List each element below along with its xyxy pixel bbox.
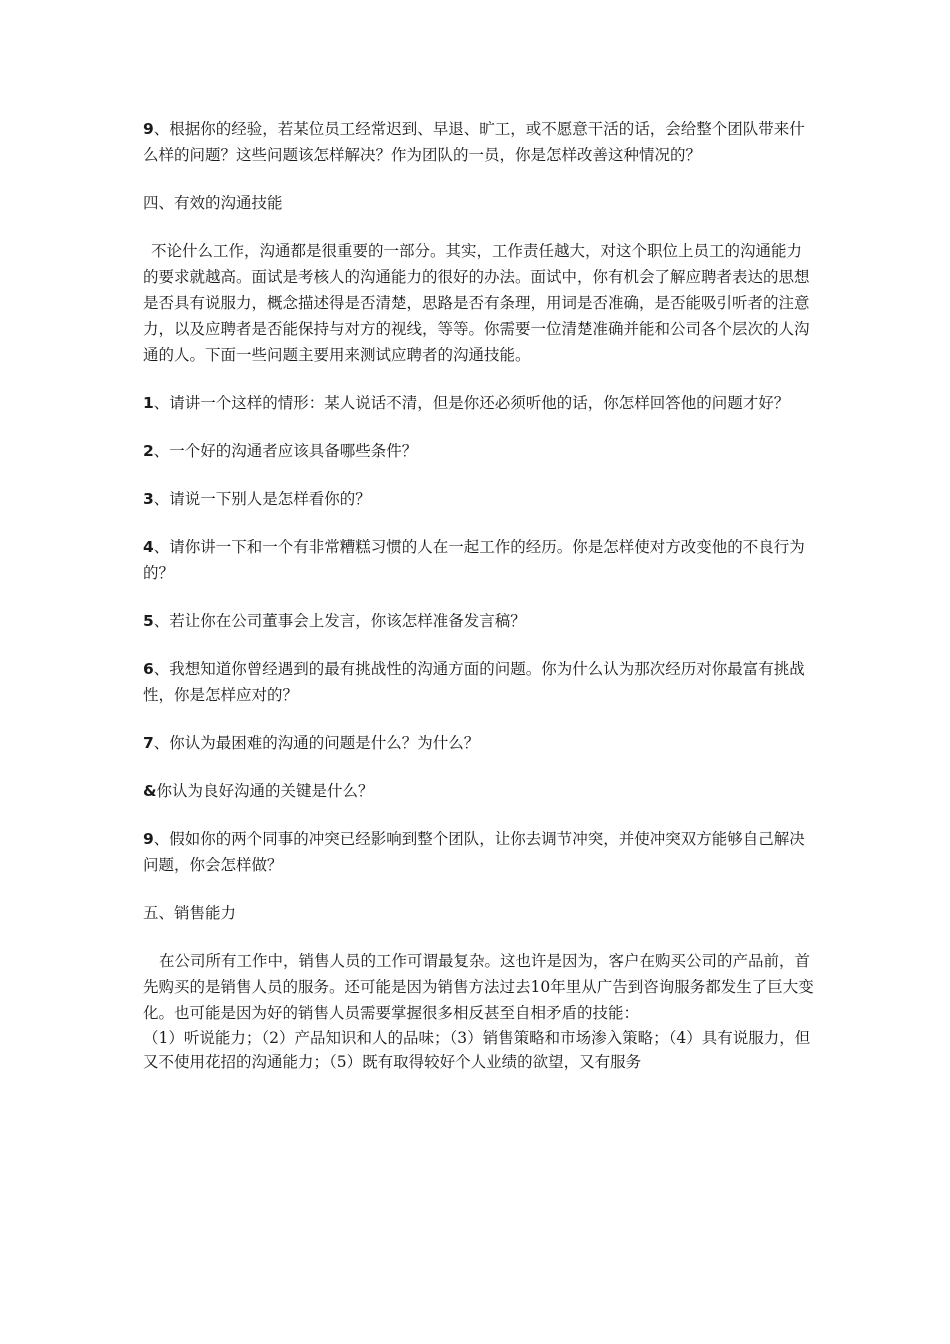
- question-text: 、你认为最困难的沟通的问题是什么？为什么？: [153, 734, 480, 752]
- question-item: [143, 390, 815, 416]
- question-text: 、一个好的沟通者应该具备哪些条件？: [153, 442, 418, 460]
- question-text: 、我想知道你曾经遇到的最有挑战性的沟通方面的问题。你为什么认为那次经历对你最富有挑战性，你是怎样应对的？: [143, 660, 805, 704]
- question-number: 6: [143, 660, 154, 678]
- question-item: [143, 534, 815, 586]
- question-number: 1: [143, 394, 154, 412]
- question-number: 9: [143, 120, 154, 138]
- sales-skills-list: （1）听说能力；（2）产品知识和人的品味；（3）销售策略和市场渗入策略；（4）具有说服力，但又不使用花招的沟通能力；（5）既有取得较好个人业绩的欲望，又有服务: [143, 1029, 811, 1071]
- question-text: 、若让你在公司董事会上发言，你该怎样准备发言稿？: [153, 612, 526, 630]
- question-team-attendance: [143, 116, 815, 168]
- question-number: &: [143, 782, 157, 800]
- question-text: 、请说一下别人是怎样看你的？: [153, 490, 371, 508]
- document-page: [143, 116, 815, 1074]
- section-heading-sales: 五、销售能力: [143, 904, 237, 922]
- question-item: [143, 608, 815, 634]
- question-item: [143, 778, 815, 804]
- section-intro-communication: 不论什么工作，沟通都是很重要的一部分。其实，工作责任越大，对这个职位上员工的沟通能力的要求就越高。面试是考核人的沟通能力的很好的办法。面试中，你有机会了解应聘者表达的思想是否具有说服力，概念描述得是否清楚，思路是否有条理，用词是否准确，是否能吸引听者的注意力，以及应聘者是否能保持与对方的视线，等等。你需要一位清楚准确并能和公司各个层次的人沟通的人。下面一些问题主要用来测试应聘者的沟通技能。: [143, 242, 810, 364]
- question-number: 9: [143, 830, 154, 848]
- question-item: [143, 826, 815, 878]
- question-number: 4: [143, 538, 154, 556]
- question-item: [143, 730, 815, 756]
- question-item: [143, 438, 815, 464]
- question-text: 、请你讲一下和一个有非常糟糕习惯的人在一起工作的经历。你是怎样使对方改变他的不良行为的？: [143, 538, 805, 582]
- question-number: 2: [143, 442, 154, 460]
- question-text: 你认为良好沟通的关键是什么？: [156, 782, 374, 800]
- question-text: 、根据你的经验，若某位员工经常迟到、早退、旷工，或不愿意干活的话，会给整个团队带来什么样的问题？这些问题该怎样解决？作为团队的一员，你是怎样改善这种情况的？: [143, 120, 805, 164]
- question-text: 、请讲一个这样的情形：某人说话不清，但是你还必须听他的话，你怎样回答他的问题才好？: [153, 394, 790, 412]
- section-heading-communication: 四、有效的沟通技能: [143, 194, 283, 212]
- question-text: 、假如你的两个同事的冲突已经影响到整个团队，让你去调节冲突，并使冲突双方能够自己解决问题，你会怎样做？: [143, 830, 805, 874]
- question-item: [143, 656, 815, 708]
- section-intro-sales: 在公司所有工作中，销售人员的工作可谓最复杂。这也许是因为，客户在购买公司的产品前，首先购买的是销售人员的服务。还可能是因为销售方法过去10年里从广告到咨询服务都发生了巨大变化。也可能是因为好的销售人员需要掌握很多相反甚至自相矛盾的技能：: [143, 952, 814, 1022]
- question-number: 3: [143, 490, 154, 508]
- question-number: 5: [143, 612, 154, 630]
- question-item: [143, 486, 815, 512]
- question-number: 7: [143, 734, 154, 752]
